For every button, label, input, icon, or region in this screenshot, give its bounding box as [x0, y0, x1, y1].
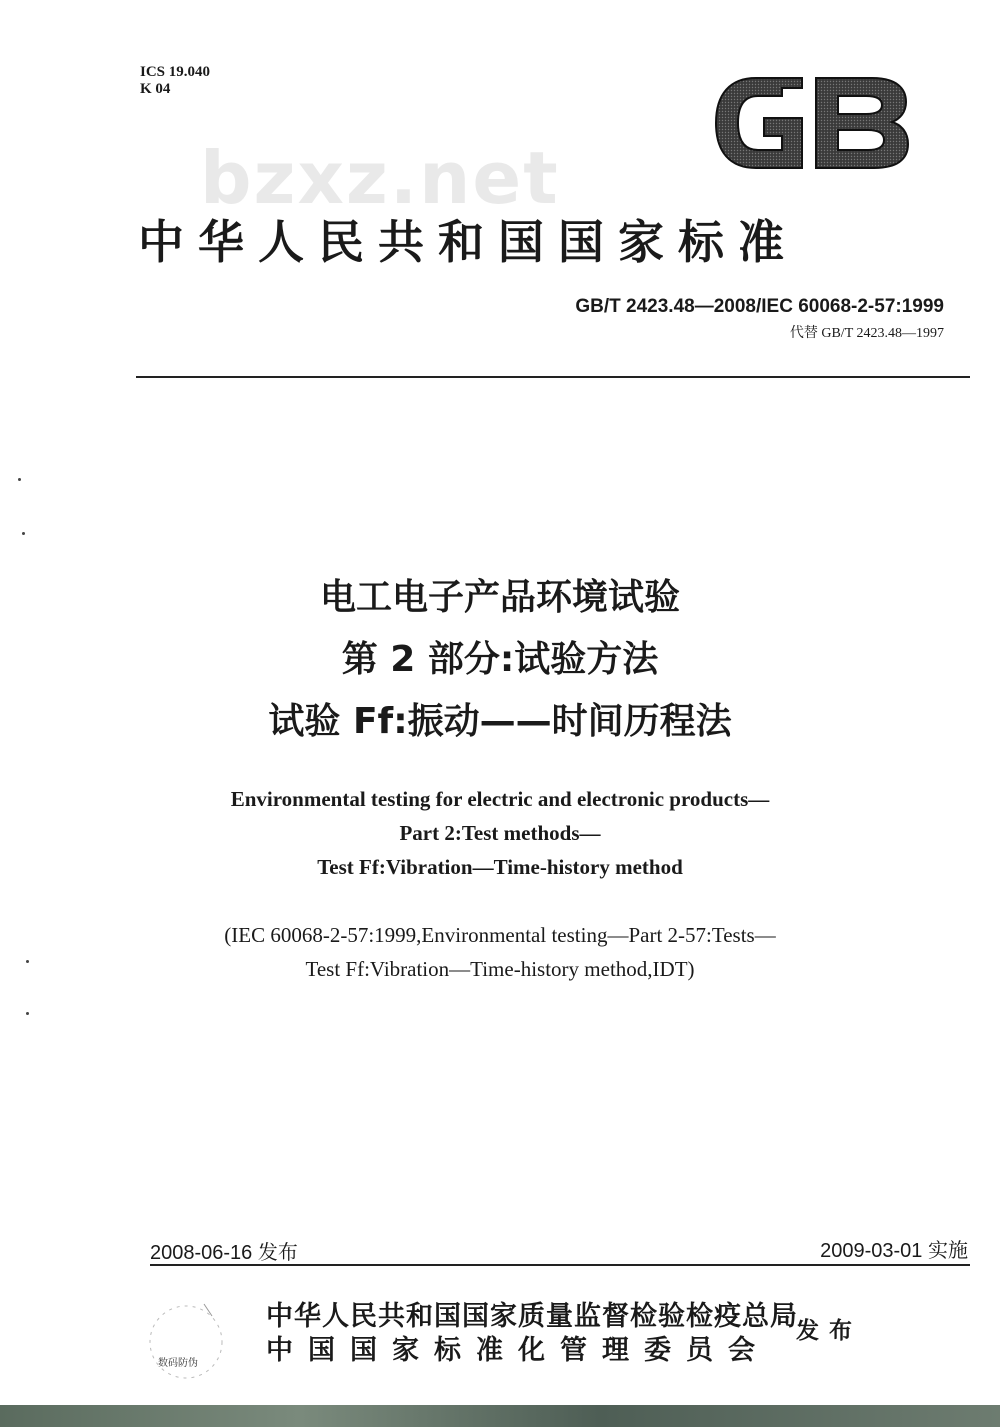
bottom-divider	[150, 1264, 970, 1266]
scan-edge-strip	[0, 1405, 1000, 1427]
classification-codes	[140, 64, 210, 98]
gb-logo	[712, 74, 912, 172]
issuer-sac: 中国国家标准化管理委员会	[266, 1335, 770, 1366]
issuer-aqsiq: 中华人民共和国国家质量监督检验检疫总局	[266, 1301, 798, 1332]
title-en-line3: Test Ff:Vibration—Time-history method	[317, 855, 683, 879]
title-zh-line1: 电工电子产品环境试验	[319, 577, 680, 618]
title-zh-line3: 试验 Ff:振动——时间历程法	[268, 701, 732, 742]
title-en-line1: Environmental testing for electric and electronic products—	[230, 787, 770, 811]
scan-dot	[18, 478, 21, 481]
anti-counterfeit-seal-icon	[146, 1296, 226, 1386]
national-standard-heading: 中华人民共和国国家标准	[138, 215, 798, 269]
scan-dot	[22, 532, 25, 535]
scan-dot	[26, 1012, 29, 1015]
standard-number: GB/T 2423.48—2008/IEC 60068-2-57:1999	[575, 296, 944, 317]
effective-date: 2009-03-01 实施	[820, 1240, 968, 1262]
category-code: K 04	[140, 81, 171, 97]
watermark: bzxz.net	[200, 136, 560, 220]
issue-verb: 发布	[796, 1318, 862, 1344]
issue-date: 2008-06-16 发布	[150, 1242, 298, 1264]
top-divider	[136, 376, 970, 378]
ics-code: ICS 19.040	[140, 64, 211, 80]
iec-reference-line1: (IEC 60068-2-57:1999,Environmental testing—Part 2-57:Tests—	[224, 923, 776, 947]
title-zh-line2: 第 2 部分:试验方法	[341, 639, 659, 680]
title-en-line2: Part 2:Test methods—	[399, 821, 601, 845]
replaces-note: 代替 GB/T 2423.48—1997	[789, 326, 944, 341]
seal-label: 数码防伪	[158, 1358, 198, 1369]
iec-reference-line2: Test Ff:Vibration—Time-history method,IDT)	[305, 957, 695, 981]
